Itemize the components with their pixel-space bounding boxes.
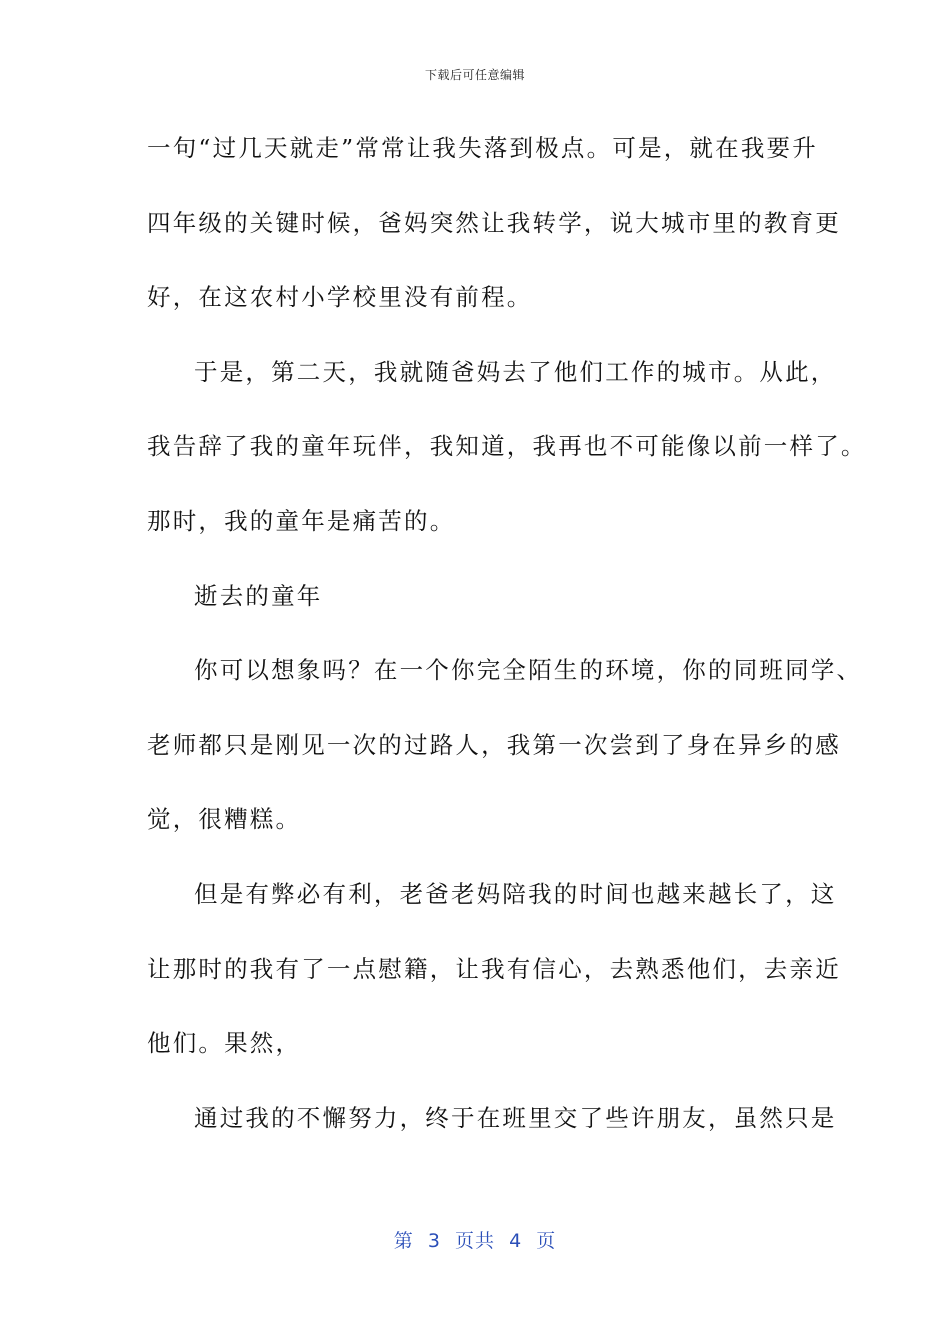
text-line: 觉，很糟糕。 <box>147 805 302 834</box>
paragraph-start-line: 于是，第二天，我就随爸妈去了他们工作的城市。从此， <box>194 357 837 386</box>
text-line: 那时，我的童年是痛苦的。 <box>147 506 456 535</box>
document-body <box>147 128 867 1172</box>
page-header: 下载后可任意编辑 <box>424 68 525 82</box>
section-heading: 逝去的童年 <box>194 581 323 610</box>
text-line: 他们。果然， <box>147 1029 302 1058</box>
text-line: 我告辞了我的童年玩伴，我知道，我再也不可能像以前一样了。 <box>147 432 867 461</box>
paragraph-start-line: 通过我的不懈努力，终于在班里交了些许朋友，虽然只是 <box>194 1103 837 1132</box>
text-line: 让那时的我有了一点慰籍，让我有信心，去熟悉他们，去亲近 <box>147 954 841 983</box>
text-line: 老师都只是刚见一次的过路人，我第一次尝到了身在异乡的感 <box>147 730 841 759</box>
page-number-footer: 第 3 页共 4 页 <box>393 1230 557 1252</box>
text-line: 好，在这农村小学校里没有前程。 <box>147 283 533 312</box>
text-line: 一句“过几天就走”常常让我失落到极点。可是，就在我要升 <box>147 134 818 162</box>
paragraph-start-line: 但是有弊必有利，老爸老妈陪我的时间也越来越长了，这 <box>194 879 837 908</box>
paragraph-start-line: 你可以想象吗？在一个你完全陌生的环境，你的同班同学、 <box>194 656 863 685</box>
text-line: 四年级的关键时候，爸妈突然让我转学，说大城市里的教育更 <box>147 208 841 237</box>
